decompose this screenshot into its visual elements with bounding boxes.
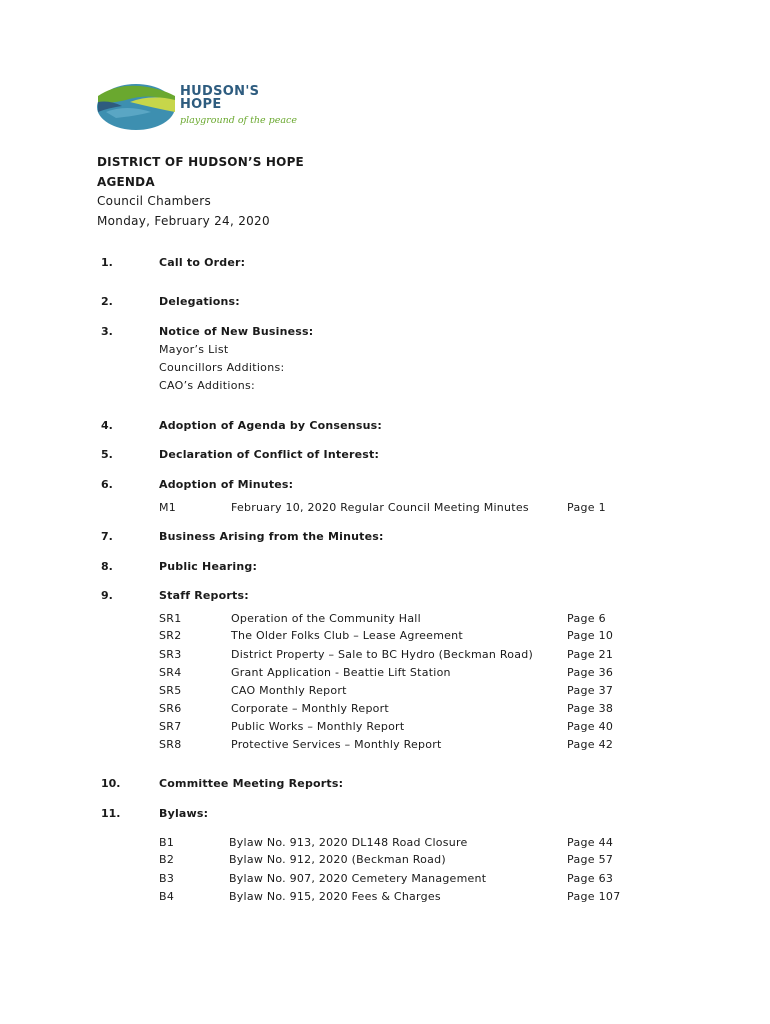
entry-description: CAO Monthly Report	[231, 684, 347, 697]
item-number: 9.	[101, 589, 113, 602]
entry-page-ref: Page 36	[567, 666, 614, 679]
item-number: 11.	[101, 807, 121, 820]
entry-page-ref: Page 107	[567, 890, 621, 903]
entry-page-ref: Page 10	[567, 629, 614, 642]
entry-page-ref: Page 37	[567, 684, 614, 697]
entry-code: SR1	[159, 612, 182, 625]
entry-description: Corporate – Monthly Report	[231, 702, 389, 715]
logo-tagline: playground of the peace	[180, 115, 297, 126]
item-number: 6.	[101, 478, 113, 491]
agenda-header	[97, 153, 304, 231]
entry-code: SR5	[159, 684, 182, 697]
entry-description: Operation of the Community Hall	[231, 612, 421, 625]
item-title-adoption-minutes: Adoption of Minutes:	[159, 478, 294, 491]
entry-description: District Property – Sale to BC Hydro (Beckman Road)	[231, 648, 534, 661]
entry-description: Bylaw No. 915, 2020 Fees & Charges	[229, 890, 441, 903]
entry-code: SR4	[159, 666, 182, 679]
meeting-date: Monday, February 24, 2020	[97, 213, 270, 228]
entry-page-ref: Page 21	[567, 648, 614, 661]
entry-description: Bylaw No. 912, 2020 (Beckman Road)	[229, 853, 446, 866]
sub-item: Councillors Additions:	[159, 361, 285, 374]
entry-page-ref: Page 6	[567, 612, 606, 625]
item-title-staff-reports: Staff Reports:	[159, 589, 249, 602]
entry-code: M1	[159, 501, 177, 514]
entry-code: SR2	[159, 629, 182, 642]
entry-description: The Older Folks Club – Lease Agreement	[231, 629, 463, 642]
entry-page-ref: Page 38	[567, 702, 614, 715]
logo-wordmark: HUDSON'S HOPE	[180, 84, 260, 112]
item-title-business-arising: Business Arising from the Minutes:	[159, 530, 384, 543]
entry-description: February 10, 2020 Regular Council Meeting Minutes	[231, 501, 529, 514]
entry-description: Bylaw No. 907, 2020 Cemetery Management	[229, 872, 487, 885]
entry-code: SR6	[159, 702, 182, 715]
entry-page-ref: Page 44	[567, 836, 614, 849]
entry-code: SR7	[159, 720, 182, 733]
entry-page-ref: Page 42	[567, 738, 614, 751]
item-number: 4.	[101, 419, 113, 432]
entry-code: B2	[159, 853, 175, 866]
item-title-bylaws: Bylaws:	[159, 807, 209, 820]
item-title-adoption-agenda: Adoption of Agenda by Consensus:	[159, 419, 382, 432]
entry-code: SR8	[159, 738, 182, 751]
item-title-committee-reports: Committee Meeting Reports:	[159, 777, 344, 790]
org-name: DISTRICT OF HUDSON’S HOPE	[97, 155, 304, 169]
entry-code: B3	[159, 872, 175, 885]
entry-description: Protective Services – Monthly Report	[231, 738, 442, 751]
entry-description: Grant Application - Beattie Lift Station	[231, 666, 451, 679]
sub-item: CAO’s Additions:	[159, 379, 256, 392]
entry-code: SR3	[159, 648, 182, 661]
entry-page-ref: Page 1	[567, 501, 606, 514]
item-number: 5.	[101, 448, 113, 461]
sub-item: Mayor’s List	[159, 343, 229, 356]
entry-page-ref: Page 57	[567, 853, 614, 866]
entry-description: Bylaw No. 913, 2020 DL148 Road Closure	[229, 836, 468, 849]
entry-code: B1	[159, 836, 175, 849]
entry-page-ref: Page 40	[567, 720, 614, 733]
entry-page-ref: Page 63	[567, 872, 614, 885]
item-title-new-business: Notice of New Business:	[159, 325, 314, 338]
entry-description: Public Works – Monthly Report	[231, 720, 405, 733]
item-title-delegations: Delegations:	[159, 295, 240, 308]
item-title-conflict-of-interest: Declaration of Conflict of Interest:	[159, 448, 380, 461]
document-title: AGENDA	[97, 174, 155, 189]
item-number: 10.	[101, 777, 121, 790]
item-number: 3.	[101, 325, 113, 338]
item-title-public-hearing: Public Hearing:	[159, 560, 258, 573]
item-title-call-to-order: Call to Order:	[159, 256, 246, 269]
meeting-location: Council Chambers	[97, 194, 212, 208]
entry-code: B4	[159, 890, 175, 903]
item-number: 8.	[101, 560, 113, 573]
hudsons-hope-logo	[96, 82, 306, 132]
logo-emblem-icon	[96, 82, 176, 132]
item-number: 7.	[101, 530, 113, 543]
item-number: 2.	[101, 295, 113, 308]
item-number: 1.	[101, 256, 113, 269]
